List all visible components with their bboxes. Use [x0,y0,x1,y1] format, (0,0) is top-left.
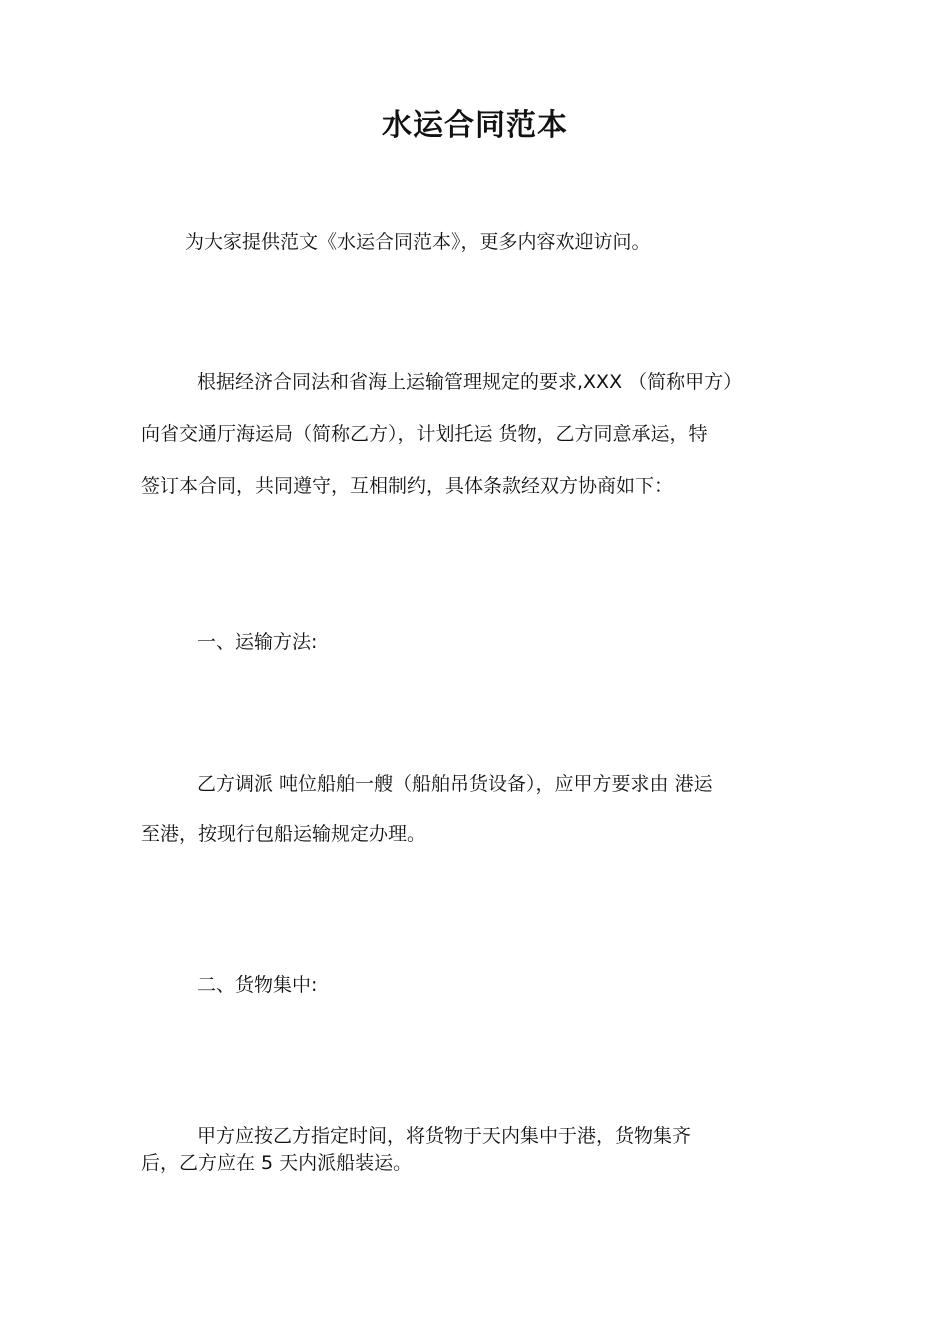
document-title: 水运合同范本 [382,108,568,143]
section2-heading: 二、货物集中: [197,974,318,996]
paragraph1-line2: 向省交通厅海运局（简称乙方），计划托运 货物，乙方同意承运，特 [141,423,708,445]
section2-line1: 甲方应按乙方指定时间，将货物于天内集中于港，货物集齐 [197,1125,692,1147]
section1-line2: 至港，按现行包船运输规定办理。 [141,823,427,845]
paragraph1-line3: 签订本合同，共同遵守，互相制约，具体条款经双方协商如下： [141,475,674,497]
paragraph1-line1: 根据经济合同法和省海上运输管理规定的要求,XXX （简称甲方） [197,371,743,393]
section2-line2: 后，乙方应在 5 天内派船装运。 [141,1152,413,1174]
intro-text: 为大家提供范文《水运合同范本》，更多内容欢迎访问。 [185,231,651,253]
section1-heading: 一、运输方法: [197,631,318,653]
section1-line1: 乙方调派 吨位船舶一艘（船舶吊货设备），应甲方要求由 港运 [197,773,713,795]
